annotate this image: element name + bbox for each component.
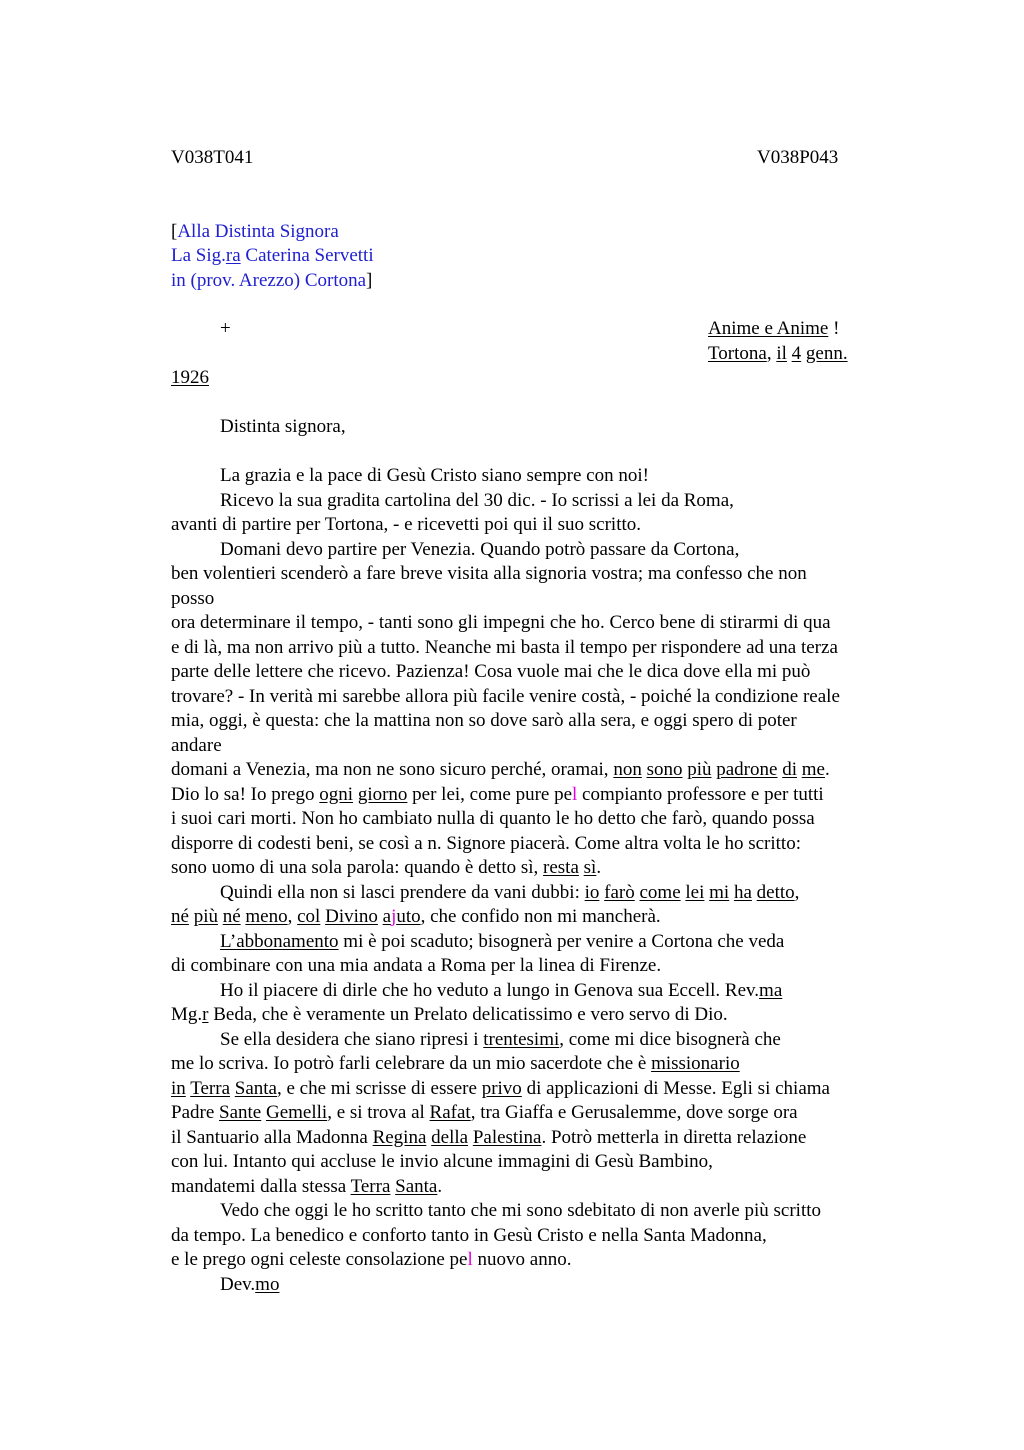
underlined-text: sono: [646, 759, 683, 780]
body-text: Dio lo sa! Io prego: [171, 783, 320, 805]
body-text: Padre: [171, 1102, 220, 1123]
body-text: . Potrò metterla in diretta relazione: [541, 1126, 807, 1148]
body-text: mi è poi scaduto; bisognerà per venire a Cortona che veda: [338, 930, 785, 952]
body-line: [171, 905, 911, 930]
underlined-text: farò: [604, 881, 635, 903]
date-place: Tortona: [708, 343, 767, 364]
body-text: i suoi cari morti. Non ho cambiato nulla di quanto le ho detto che farò, quando possa: [171, 808, 815, 829]
address-title: La Sig.: [171, 245, 226, 266]
underlined-text: Divino: [325, 906, 378, 927]
body-line: [171, 832, 911, 857]
underlined-text: Santa: [234, 1077, 277, 1099]
body-text: nuovo anno.: [472, 1249, 572, 1270]
body-text: l: [572, 783, 578, 805]
cross-mark: +: [220, 318, 231, 339]
underlined-text: ma: [759, 979, 783, 1001]
body-line: [171, 1248, 911, 1273]
date-separator: ,: [766, 343, 777, 364]
body-line: [171, 783, 911, 808]
body-text: ben volentieri scenderò a fare breve visita alla signoria vostra; ma confesso che non: [171, 563, 807, 584]
underlined-text: detto: [756, 881, 795, 903]
underlined-text: né: [222, 906, 241, 927]
body-line: [171, 1028, 911, 1053]
underlined-text: ha: [733, 881, 752, 903]
underlined-text: Rafat: [429, 1102, 471, 1123]
motto: [708, 317, 839, 341]
body-text: mandatemi dalla stessa: [171, 1175, 351, 1197]
underlined-text: non: [613, 759, 642, 780]
body-line: [171, 979, 911, 1004]
body-text: e le prego ogni celeste consolazione pe: [171, 1249, 468, 1270]
underlined-text: giorno: [357, 783, 408, 805]
underlined-text: L’abbonamento: [220, 930, 339, 952]
body-line: [171, 538, 911, 563]
document-code-left: V038T041: [171, 147, 254, 168]
body-line: [171, 587, 911, 612]
body-text: , e che mi scrisse di essere: [276, 1077, 482, 1099]
body-line: [171, 1101, 911, 1126]
underlined-text: più: [687, 759, 712, 780]
body-line: [171, 930, 911, 955]
underlined-text: trentesimi: [483, 1028, 560, 1050]
salutation: Distinta signora,: [220, 416, 346, 437]
body-line: [171, 954, 911, 979]
underlined-text: io: [584, 881, 600, 903]
body-text: Dev.: [220, 1273, 256, 1295]
body-line: [171, 513, 911, 538]
address-line-3-text: in (prov. Arezzo) Cortona: [171, 270, 367, 291]
body-line: [171, 660, 911, 685]
underlined-text: Sante: [219, 1102, 262, 1123]
address-recipient-name: Caterina Servetti: [240, 245, 374, 266]
underlined-text: Palestina: [472, 1126, 542, 1148]
motto-exclamation: !: [828, 318, 840, 339]
underlined-text: Gemelli: [265, 1102, 328, 1123]
underlined-text: della: [431, 1126, 469, 1148]
body-line: [171, 807, 911, 832]
body-text: , come mi dice bisognerà che: [559, 1028, 781, 1050]
underlined-text: col: [297, 906, 321, 927]
body-text: sono uomo di una sola parola: quando è detto sì,: [171, 857, 544, 878]
body-line: [171, 856, 911, 881]
body-line: [171, 1175, 911, 1200]
underlined-text: sì: [583, 857, 597, 878]
body-text: l: [467, 1249, 473, 1270]
body-line: [171, 734, 911, 759]
body-text: me lo scriva. Io potrò farli celebrare da un mio sacerdote che è: [171, 1053, 652, 1074]
date-year: 1926: [171, 367, 209, 388]
body-text: .: [437, 1175, 443, 1197]
body-text: domani a Venezia, ma non ne sono sicuro perché, oramai,: [171, 759, 614, 780]
address-line-1-text: Alla Distinta Signora: [177, 221, 339, 242]
underlined-text: j: [391, 906, 397, 927]
underlined-text: Terra: [350, 1175, 391, 1197]
body-text: Beda, che è veramente un Prelato delicatissimo e vero servo di Dio.: [208, 1004, 728, 1025]
body-line: [171, 562, 911, 587]
date-article: il: [776, 343, 787, 364]
body-text: Se ella desidera che siano ripresi i: [220, 1028, 484, 1050]
body-text: trovare? - In verità mi sarebbe allora più facile venire costà, - poiché la condizione reale: [171, 685, 840, 707]
underlined-text: padrone: [716, 759, 778, 780]
address-line-1: [171, 220, 339, 244]
underlined-text: privo: [481, 1077, 522, 1099]
underlined-text: più: [193, 906, 218, 927]
body-line: [171, 1003, 911, 1028]
body-line: [171, 1077, 911, 1102]
body-text: posso: [171, 587, 215, 609]
body-text: Domani devo partire per Venezia. Quando potrò passare da Cortona,: [220, 538, 740, 560]
body-text: ,: [287, 906, 298, 927]
body-line: [171, 489, 911, 514]
underlined-text: Terra: [190, 1077, 231, 1099]
body-text: .: [824, 759, 830, 780]
body-line: [171, 464, 911, 489]
underlined-text: Santa: [395, 1175, 438, 1197]
dateline: [708, 342, 848, 366]
body-text: di combinare con una mia andata a Roma per la linea di Firenze.: [171, 955, 662, 976]
body-text: avanti di partire per Tortona, - e ricevetti poi qui il suo scritto.: [171, 514, 642, 535]
body-text: compianto professore e per tutti: [577, 783, 824, 805]
body-text: La grazia e la pace di Gesù Cristo siano sempre con noi!: [220, 465, 649, 486]
underlined-text: Regina: [372, 1126, 427, 1148]
body-line: [171, 1052, 911, 1077]
underlined-text: r: [202, 1004, 209, 1025]
body-line: [171, 758, 911, 783]
body-text: e di là, ma non arrivo più a tutto. Neanche mi basta il tempo per rispondere ad una terza: [171, 636, 838, 658]
body-text: ora determinare il tempo, - tanti sono gli impegni che ho. Cerco bene di stirarmi di qua: [171, 612, 831, 633]
body-line: [171, 611, 911, 636]
body-text: mia, oggi, è questa: che la mattina non so dove sarò alla sera, e oggi spero di poter: [171, 710, 797, 731]
underlined-text: lei: [685, 881, 705, 903]
body-line: [171, 881, 911, 906]
underlined-text: resta: [543, 857, 579, 878]
document-code-right: V038P043: [757, 147, 839, 168]
body-line: [171, 1273, 911, 1298]
underlined-text: come: [639, 881, 681, 903]
body-line: [171, 1126, 911, 1151]
underlined-text: me: [801, 759, 825, 780]
body-line: [171, 1199, 911, 1224]
letter-body: [171, 464, 911, 1297]
body-text: Quindi ella non si lasci prendere da vani dubbi:: [220, 881, 585, 903]
body-text: , e si trova al: [327, 1102, 430, 1123]
body-text: per lei, come pure pe: [407, 783, 573, 805]
body-text: Vedo che oggi le ho scritto tanto che mi sono sdebitato di non averle più scritto: [220, 1200, 822, 1221]
underlined-text: né: [171, 906, 189, 927]
body-line: [171, 1150, 911, 1175]
address-line-2: [171, 244, 374, 268]
date-month: genn.: [805, 343, 848, 364]
body-text: Ricevo la sua gradita cartolina del 30 dic. - Io scrissi a lei da Roma,: [220, 489, 734, 511]
body-line: [171, 685, 911, 710]
body-line: [171, 709, 911, 734]
body-text: , tra Giaffa e Gerusalemme, dove sorge ora: [470, 1102, 798, 1123]
body-text: di applicazioni di Messe. Egli si chiama: [521, 1077, 830, 1099]
body-line: [171, 636, 911, 661]
underlined-text: mi: [709, 881, 730, 903]
body-text: .: [596, 857, 602, 878]
body-text: Ho il piacere di dirle che ho veduto a lungo in Genova sua Eccell. Rev.: [220, 979, 760, 1001]
address-line-3: [171, 269, 372, 293]
body-text: da tempo. La benedico e conforto tanto in Gesù Cristo e nella Santa Madonna,: [171, 1224, 767, 1246]
underlined-text: in: [171, 1077, 186, 1099]
underlined-text: uto: [396, 906, 421, 927]
underlined-text: di: [782, 759, 797, 780]
address-close-bracket: ]: [366, 270, 373, 291]
body-text: , che confido non mi mancherà.: [420, 906, 661, 927]
body-text: andare: [171, 734, 222, 756]
body-text: Mg.: [171, 1004, 203, 1025]
body-text: ,: [794, 881, 800, 903]
body-text: con lui. Intanto qui accluse le invio alcune immagini di Gesù Bambino,: [171, 1151, 713, 1172]
address-open-bracket: [: [171, 221, 178, 242]
body-text: parte delle lettere che ricevo. Pazienza! Cosa vuole mai che le dica dove ella mi può: [171, 661, 811, 682]
body-line: [171, 1224, 911, 1249]
body-text: disporre di codesti beni, se così a n. Signore piacerà. Come altra volta le ho scritto:: [171, 832, 801, 854]
underlined-text: ogni: [319, 783, 354, 805]
date-day: 4: [791, 343, 802, 364]
underlined-text: missionario: [651, 1053, 740, 1074]
motto-text: Anime e Anime: [708, 318, 829, 339]
address-title-superscript: ra: [225, 245, 241, 266]
underlined-text: mo: [255, 1273, 280, 1295]
underlined-text: a: [382, 906, 392, 927]
body-text: il Santuario alla Madonna: [171, 1126, 373, 1148]
underlined-text: meno: [245, 906, 288, 927]
